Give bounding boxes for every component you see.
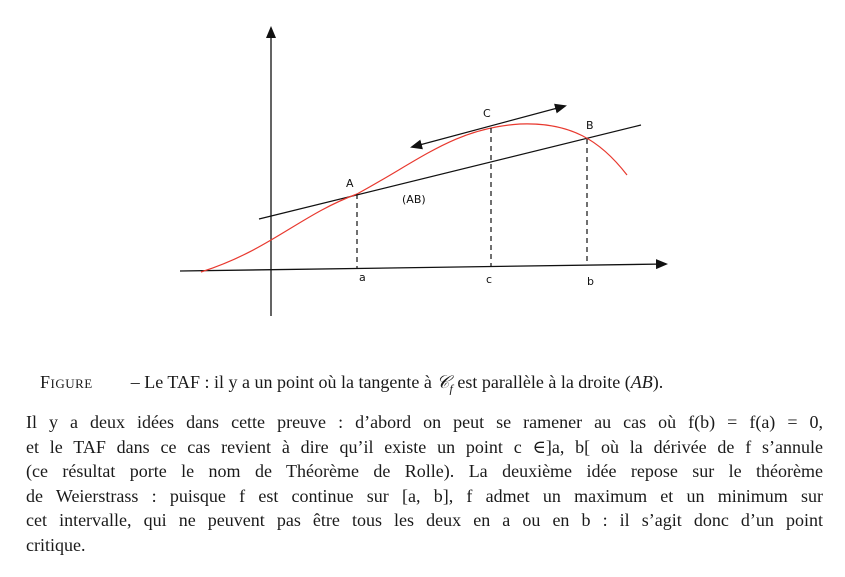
paragraph-line: et le TAF dans ce cas revient à dire qu’il existe un point c ∈]a, b[ où la dérivée de f s’annule: [26, 436, 823, 457]
tick-a-label: a: [359, 271, 366, 284]
tick-b-label: b: [587, 275, 594, 288]
point-c-label: C: [483, 107, 491, 120]
paragraph-line: de Weierstrass : puisque f est continue sur [a, b], f admet un maximum et un minimum sur: [26, 485, 823, 506]
paragraph-line: critique.: [26, 534, 86, 555]
paragraph-line: cet intervalle, qui ne peuvent pas être tous les deux en a ou en b : il s’agit donc d’un point: [26, 510, 823, 530]
figure-caption: [40, 370, 830, 401]
tick-c-label: c: [486, 273, 493, 286]
caption-math-ab: AB: [630, 372, 653, 392]
caption-figure-word: Figure: [40, 372, 93, 392]
caption-text-before: – Le TAF : il y a un point où la tangente à: [130, 372, 437, 392]
paragraph-line: Il y a deux idées dans cette preuve : d’abord on peut se ramener au cas où f(b) = f(a) = 0,: [26, 412, 823, 432]
caption-math-cf: 𝒞: [436, 372, 450, 392]
caption-math-cf-sub: f: [449, 381, 453, 396]
point-a-label: A: [346, 177, 354, 190]
secant-line-ab: [259, 125, 641, 219]
caption-text-end: ).: [652, 372, 664, 392]
x-axis: [180, 264, 666, 271]
body-paragraph: [26, 410, 823, 557]
line-ab-label: (AB): [402, 193, 426, 206]
paragraph-line: (ce résultat porte le nom de Théorème de Rolle). La deuxième idée repose sur le théorème: [26, 461, 823, 481]
point-b-label: B: [586, 119, 594, 132]
caption-text-after: est parallèle à la droite (: [452, 372, 631, 392]
